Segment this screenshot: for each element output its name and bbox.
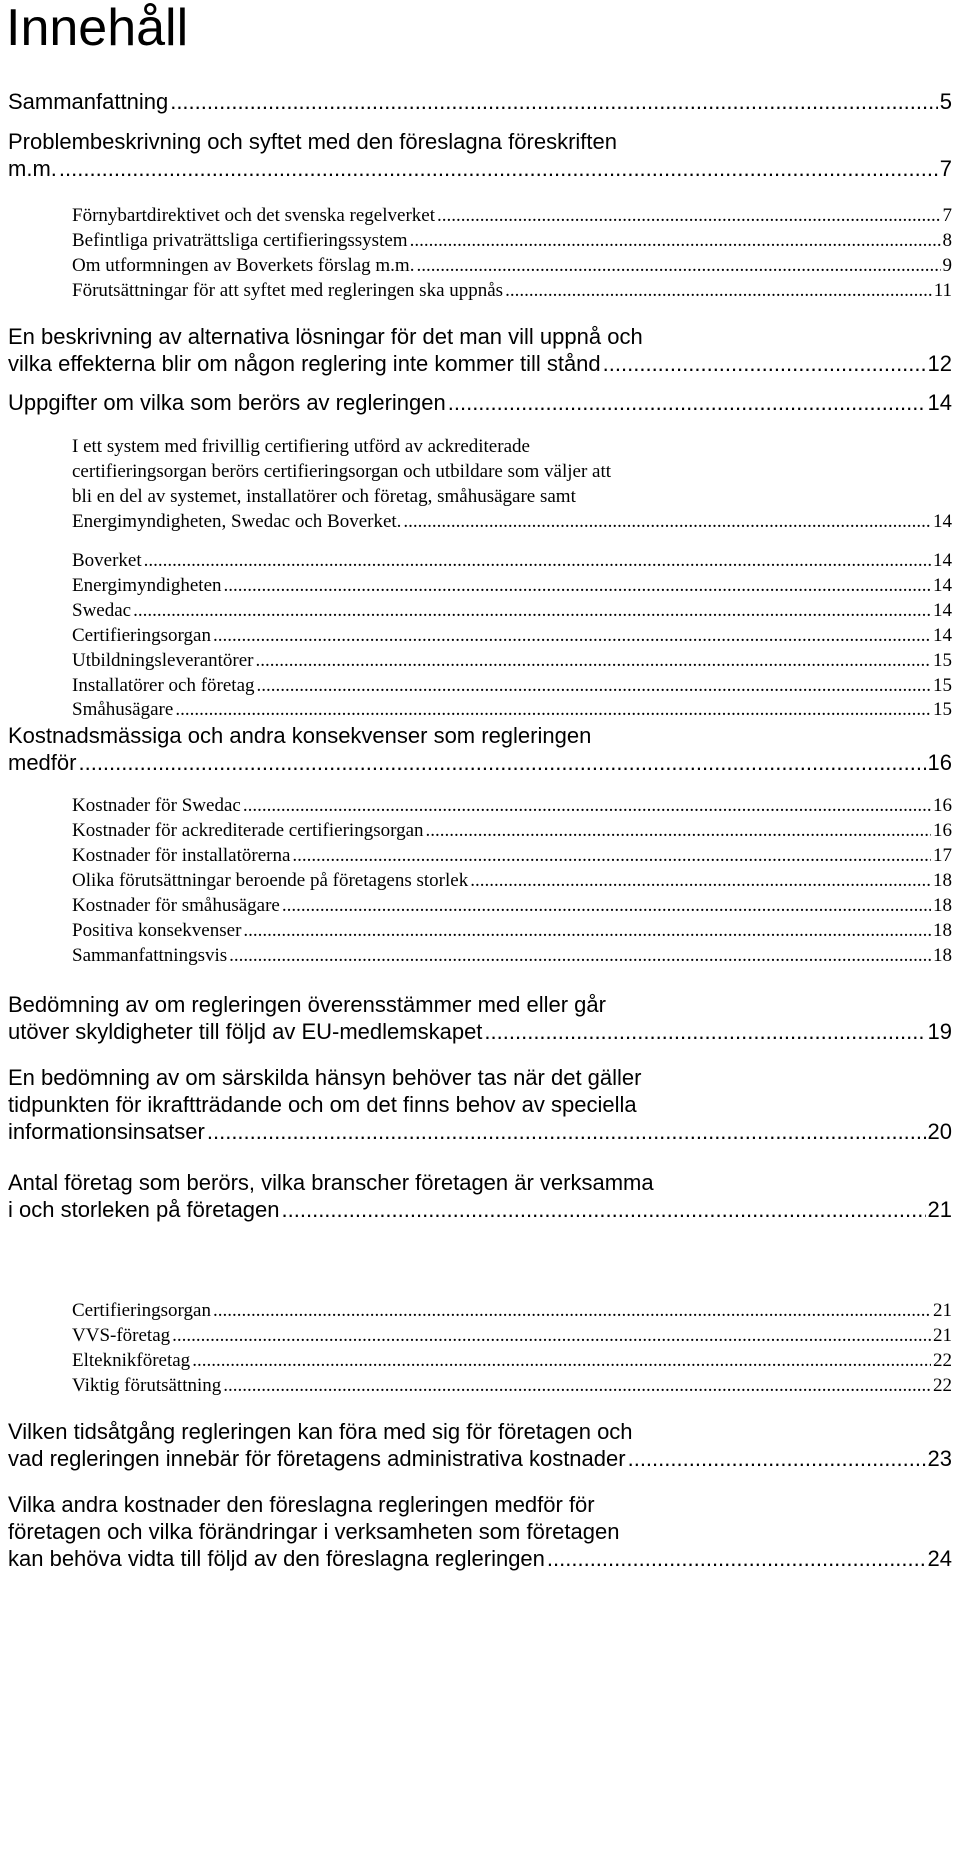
toc-entry-text: Småhusägare (72, 699, 174, 720)
toc-entry-text: Sammanfattning (8, 89, 169, 114)
dot-leader (410, 228, 941, 253)
toc-page-number: 5 (939, 89, 952, 114)
toc-page-number: 20 (927, 1119, 952, 1144)
toc-entry-text: Olika förutsättningar beroende på företagens storlek (72, 870, 469, 891)
toc-entry[interactable] (72, 1348, 952, 1373)
dot-leader (484, 1018, 925, 1045)
toc-entry-text: Sammanfattningsvis (72, 945, 228, 966)
toc-page-number: 22 (933, 1375, 952, 1396)
dot-leader (223, 1373, 931, 1398)
toc-entry-text: Positiva konsekvenser (72, 920, 242, 941)
toc-entry[interactable] (72, 598, 952, 623)
toc-entry-text: I ett system med frivillig certifiering utförd av ackrediterade (72, 436, 530, 457)
toc-entry-text: bli en del av systemet, installatörer och företag, småhusägare samt (72, 486, 576, 507)
toc-entry[interactable] (72, 548, 952, 573)
toc-entry-text: Boverket (72, 550, 142, 571)
toc-entry[interactable] (8, 1064, 952, 1145)
toc-page-number: 21 (933, 1300, 952, 1321)
toc-entry[interactable] (8, 1418, 952, 1472)
toc-entry-text: företagen och vilka förändringar i verksamheten som företagen (8, 1519, 620, 1544)
dot-leader (213, 1298, 931, 1323)
toc-entry[interactable] (8, 1169, 952, 1223)
dot-leader (403, 509, 931, 534)
toc-entry[interactable] (72, 203, 952, 228)
page-title: Innehåll (6, 0, 189, 57)
toc-page-number: 22 (933, 1350, 952, 1371)
toc-entry-text: Kostnader för Swedac (72, 795, 241, 816)
toc-page-number: 24 (927, 1546, 952, 1571)
toc-entry[interactable] (8, 88, 952, 115)
dot-leader (224, 573, 931, 598)
toc-entry[interactable] (72, 893, 952, 918)
toc-entry-text: Bedömning av om regleringen överensstämmer med eller går (8, 992, 606, 1017)
toc-entry-text: i och storleken på företagen (8, 1197, 280, 1222)
toc-entry-text: En beskrivning av alternativa lösningar för det man vill uppnå och (8, 324, 643, 349)
dot-leader (256, 648, 931, 673)
toc-page-number: 17 (933, 845, 952, 866)
dot-leader (282, 893, 931, 918)
toc-entry[interactable] (8, 323, 952, 377)
dot-leader (170, 88, 938, 115)
toc-page-number: 16 (933, 820, 952, 841)
toc-entry[interactable] (72, 253, 952, 278)
toc-page-number: 18 (933, 870, 952, 891)
dot-leader (78, 749, 925, 776)
toc-entry-text: Förutsättningar för att syftet med regleringen ska uppnås (72, 280, 504, 301)
toc-page-number: 14 (933, 511, 952, 532)
dot-leader (192, 1348, 931, 1373)
toc-entry[interactable] (72, 573, 952, 598)
toc-page-number: 12 (927, 351, 952, 376)
toc-page-number: 21 (933, 1325, 952, 1346)
toc-entry[interactable] (72, 1298, 952, 1323)
toc-entry-text: Problembeskrivning och syftet med den föreslagna föreskriften (8, 129, 617, 154)
toc-entry[interactable] (72, 918, 952, 943)
toc-entry[interactable] (72, 868, 952, 893)
toc-entry-text: Kostnader för småhusägare (72, 895, 280, 916)
toc-page-number: 14 (933, 575, 952, 596)
toc-entry-text: Kostnader för installatörerna (72, 845, 291, 866)
toc-page-number: 15 (933, 675, 952, 696)
dot-leader (628, 1445, 926, 1472)
toc-entry[interactable] (72, 1373, 952, 1398)
toc-entry-text: Vilka andra kostnader den föreslagna regleringen medför för (8, 1492, 595, 1517)
dot-leader (426, 818, 931, 843)
dot-leader (243, 793, 931, 818)
toc-page-number: 14 (933, 600, 952, 621)
toc-entry-text: Certifieringsorgan (72, 1300, 211, 1321)
toc-page-number: 23 (927, 1446, 952, 1471)
toc-entry[interactable] (8, 128, 952, 182)
dot-leader (144, 548, 931, 573)
toc-entry-text: Certifieringsorgan (72, 625, 211, 646)
toc-page-number: 19 (927, 1019, 952, 1044)
dot-leader (282, 1196, 926, 1223)
toc-entry[interactable] (72, 434, 952, 534)
dot-leader (505, 278, 932, 303)
toc-entry-text: tidpunkten för ikraftträdande och om det finns behov av speciella (8, 1092, 637, 1117)
toc-entry-text: Viktig förutsättning (72, 1375, 222, 1396)
toc-entry[interactable] (72, 623, 952, 648)
toc-entry-text: Utbildningsleverantörer (72, 650, 254, 671)
toc-entry[interactable] (72, 843, 952, 868)
toc-entry-text: Elteknikföretag (72, 1350, 191, 1371)
toc-entry-text: Vilken tidsåtgång regleringen kan föra med sig för företagen och (8, 1419, 633, 1444)
toc-entry[interactable] (72, 697, 952, 722)
toc-entry-text: medför (8, 750, 77, 775)
toc-page-number: 7 (939, 156, 952, 181)
toc-entry-text: Kostnadsmässiga och andra konsekvenser som regleringen (8, 723, 592, 748)
toc-entry-text: Uppgifter om vilka som berörs av regleringen (8, 390, 446, 415)
toc-entry[interactable] (72, 793, 952, 818)
toc-page-number: 14 (927, 390, 952, 415)
toc-page-number: 18 (933, 920, 952, 941)
toc-page-number: 15 (933, 650, 952, 671)
toc-entry-text: vilka effekterna blir om någon reglering inte kommer till stånd (8, 351, 601, 376)
toc-entry[interactable] (8, 722, 952, 776)
toc-entry-text: utöver skyldigheter till följd av EU-medlemskapet (8, 1019, 483, 1044)
dot-leader (213, 623, 931, 648)
dot-leader (257, 673, 931, 698)
toc-page-number: 18 (933, 895, 952, 916)
toc-entry[interactable] (72, 228, 952, 253)
toc-entry-text: Energimyndigheten, Swedac och Boverket. (72, 511, 402, 532)
dot-leader (603, 350, 926, 377)
toc-entry-text: certifieringsorgan berörs certifieringsorgan och utbildare som väljer att (72, 461, 612, 482)
dot-leader (448, 389, 926, 416)
toc-entry[interactable] (72, 943, 952, 968)
toc-entry-text: En bedömning av om särskilda hänsyn behöver tas när det gäller (8, 1065, 642, 1090)
toc-entry-text: VVS-företag (72, 1325, 171, 1346)
toc-entry-text: Swedac (72, 600, 132, 621)
dot-leader (547, 1545, 926, 1572)
dot-leader (229, 943, 931, 968)
dot-leader (207, 1118, 926, 1145)
toc-entry[interactable] (72, 648, 952, 673)
toc-entry-text: vad regleringen innebär för företagens administrativa kostnader (8, 1446, 626, 1471)
toc-page-number: 18 (933, 945, 952, 966)
toc-page-number: 14 (933, 550, 952, 571)
toc-entry[interactable] (72, 818, 952, 843)
dot-leader (470, 868, 931, 893)
toc-page-number: 8 (942, 230, 952, 251)
dot-leader (292, 843, 931, 868)
toc-entry[interactable] (8, 991, 952, 1045)
toc-page-number: 21 (927, 1197, 952, 1222)
toc-entry-text: Installatörer och företag (72, 675, 255, 696)
toc-entry-text: Energimyndigheten (72, 575, 222, 596)
toc-entry-text: Kostnader för ackrediterade certifieringsorgan (72, 820, 424, 841)
toc-page-number: 16 (933, 795, 952, 816)
dot-leader (172, 1323, 931, 1348)
toc-page-number: 16 (927, 750, 952, 775)
toc-entry-text: kan behöva vidta till följd av den föreslagna regleringen (8, 1546, 545, 1571)
toc-entry-text: informationsinsatser (8, 1119, 205, 1144)
toc-entry-text: Befintliga privaträttsliga certifieringssystem (72, 230, 408, 251)
toc-entry[interactable] (8, 1491, 952, 1572)
toc-entry[interactable] (72, 673, 952, 698)
toc-page-number: 7 (942, 205, 952, 226)
toc-page-number: 14 (933, 625, 952, 646)
toc-entry-text: Antal företag som berörs, vilka branscher företagen är verksamma (8, 1170, 654, 1195)
toc-entry-text: Om utformningen av Boverkets förslag m.m. (72, 255, 415, 276)
dot-leader (243, 918, 931, 943)
toc-entry[interactable] (72, 1323, 952, 1348)
dot-leader (437, 203, 941, 228)
dot-leader (133, 598, 931, 623)
toc-page-number: 11 (933, 280, 952, 301)
toc-entry[interactable] (72, 278, 952, 303)
toc-entry-text: Förnybartdirektivet och det svenska regelverket (72, 205, 435, 226)
dot-leader (416, 253, 940, 278)
dot-leader (59, 155, 938, 182)
toc-entry[interactable] (8, 389, 952, 416)
dot-leader (175, 697, 931, 722)
toc-page-number: 15 (933, 699, 952, 720)
toc-entry-text: m.m. (8, 156, 57, 181)
toc-page-number: 9 (942, 255, 952, 276)
